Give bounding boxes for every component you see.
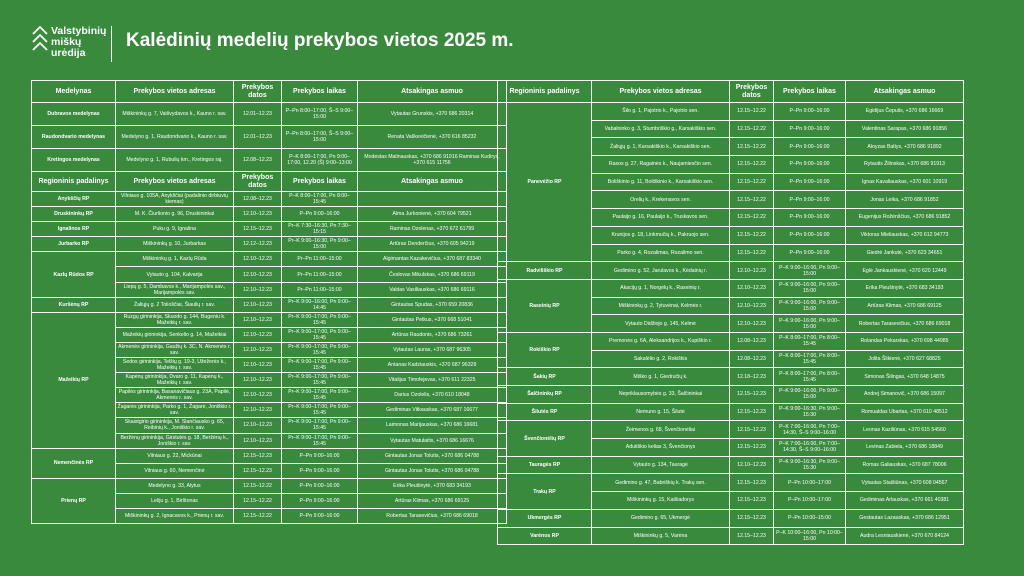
address-cell: Vytauto g. 104, Kalvarija [116, 267, 234, 282]
contact-cell: Gintautas Jonas Tolutis, +370 686 04788 [358, 463, 507, 478]
unit-name: Šalčininkų RP [498, 386, 592, 404]
address-cell: Nemuno g. 15, Šilutė [592, 403, 730, 421]
logo-text [51, 26, 106, 59]
contact-cell: Romas Galiauskas, +370 687 78006 [846, 456, 964, 474]
dates-cell: 12.10–12.23 [234, 252, 282, 267]
contact-cell [358, 192, 507, 207]
logo-line-3: urėdija [51, 47, 86, 59]
dates-cell: 12.15–12.22 [730, 138, 774, 156]
hours-cell: P–K 8:00–17:00, Pn 8:00–15:45 [282, 192, 358, 207]
table-row [32, 126, 507, 149]
column-header: Atsakingas asmuo [358, 172, 507, 192]
address-cell: Vilniaus g. 60, Nemenčinė [116, 463, 234, 478]
address-cell: Miškininkų g. 10, Jurbarkas [116, 237, 234, 252]
hours-cell: P–K 8:00–17:00, Pn 9:00–17:00, 12.20 (Š) 9:00–13:00 [282, 149, 358, 172]
address-cell: Vytauto g. 134, Tauragė [592, 456, 730, 474]
address-cell: Miškininkų g. 2, Tytuvėnai, Kelmės r. [592, 297, 730, 315]
column-header: Prekybos datos [730, 81, 774, 103]
unit-name: Rokiškio RP [498, 332, 592, 367]
hours-cell: P–Pn 9:00–16:00 [774, 103, 846, 121]
contact-cell: Alma Jurkonienė, +370 604 79521 [358, 207, 507, 222]
address-cell: Leliju g. 1, Birštonas [116, 493, 234, 508]
dates-cell: 12.15–12.23 [730, 492, 774, 510]
hours-cell: P–K 9:00–16:00, Pn 9:00–15:00 [774, 315, 846, 333]
hours-cell: Pr–K 9:00–17:00, Pn 9:00–15:45 [282, 388, 358, 403]
hours-cell: P–Pn 9:00–16:00 [282, 448, 358, 463]
address-cell: Sedos girininkija, Telšių g. 19-3, Užežerės k., Mažeikių r. sav. [116, 358, 234, 373]
contact-cell: Robertas Tarasevičius, +370 686 69018 [846, 315, 964, 333]
address-cell: Rasos g. 27, Ragainės k., Naujamiesčio sen. [592, 156, 730, 174]
table-row [498, 474, 964, 492]
table-row [498, 103, 964, 121]
unit-name: Radviliškio RP [498, 262, 592, 280]
hours-cell: Pr–Pn 11:00–15:00 [282, 282, 358, 297]
logo-line-1: Valstybinių [51, 25, 107, 37]
dates-cell: 12.10–12.23 [234, 418, 282, 433]
contact-cell: Erika Pleušinytė, +370 683 34193 [358, 478, 507, 493]
hours-cell: Pr–K 9:00–16:00, Pn 9:00–14:45 [282, 297, 358, 312]
column-header: Prekybos vietos adresas [116, 172, 234, 192]
contact-cell: Renata Vaškevičienė, +370 616 85232 [358, 126, 507, 149]
contact-cell: Artūras Klimas, +370 686 69125 [358, 493, 507, 508]
unit-name: Tauragės RP [498, 456, 592, 474]
dates-cell: 12.18–12.23 [730, 368, 774, 386]
table-row [498, 262, 964, 280]
table-row [498, 421, 964, 439]
hours-cell: P–Pn 9:00–16:00 [282, 207, 358, 222]
contact-cell: Vytautas Lauras, +370 687 96305 [358, 342, 507, 357]
hours-cell: Pr–K 7:30–16:30, Pn 7:30–15:15 [282, 222, 358, 237]
column-header: Atsakingas asmuo [358, 81, 507, 103]
contact-cell: Rolandas Pekarskas, +370 698 44985 [846, 332, 964, 350]
hours-cell: Pr–K 9:00–17:00, Pn 9:00–15:45 [282, 373, 358, 388]
unit-name: Ukmergės RP [498, 509, 592, 527]
contact-cell: Rytautis Žilinskas, +370 686 91913 [846, 156, 964, 174]
hours-cell: Pr–K 9:00–17:00, Pn 9:00–15:45 [282, 358, 358, 373]
address-cell: Gedimino g. 65, Ukmergė [592, 509, 730, 527]
hours-cell: P–K 9:00–16:00, Pn 9:00–15:00 [774, 297, 846, 315]
address-cell: Liepų g. 5, Dambavos k., Marijampolės sav., Marijampolės sav. [116, 282, 234, 297]
address-cell: Puku g. 9, Ignalina [116, 222, 234, 237]
address-cell: Miško g. 1, Giedručių k. [592, 368, 730, 386]
contact-cell: Gintautas Petkus, +370 668 51041 [358, 312, 507, 327]
dates-cell: 12.10–12.23 [234, 297, 282, 312]
column-header: Prekybos vietos adresas [116, 81, 234, 103]
contact-cell: Antanas Kadziauskis, +370 687 96329 [358, 358, 507, 373]
nursery-name: Kretingos medelynas [32, 149, 116, 172]
dates-cell: 12.15–12.23 [234, 448, 282, 463]
hours-cell: P–Pn 9:00–16:00 [282, 493, 358, 508]
contact-cell: Gediminas Arlauskas, +370 661 40381 [846, 492, 964, 510]
dates-cell: 12.15–12.22 [234, 493, 282, 508]
table-row [32, 103, 507, 126]
address-cell: Sakalėlio g. 2, Rokiškis [592, 350, 730, 368]
left-table [31, 80, 507, 524]
header-divider [111, 26, 112, 62]
dates-cell: 12.15–12.22 [730, 156, 774, 174]
unit-name: Šilutės RP [498, 403, 592, 421]
hours-cell: P–Pn 9:00–16:00 [282, 508, 358, 523]
dates-cell: 12.15–12.23 [730, 403, 774, 421]
unit-name: Raseinių RP [498, 279, 592, 332]
address-cell: Boliškinio g. 11, Boliškinio k., Karsakiškio sen. [592, 173, 730, 191]
contact-cell: Laimonas Marijauskas, +370 686 16681 [358, 418, 507, 433]
unit-name: Šakių RP [498, 368, 592, 386]
address-cell: Papilės girininkija, Basanavičiaus g. 23A, Papilė, Akmenės r. sav. [116, 388, 234, 403]
unit-name: Švenčionėlių RP [498, 421, 592, 456]
table-row [498, 368, 964, 386]
unit-name: Druskininkų RP [32, 207, 116, 222]
column-header: Prekybos vietos adresas [592, 81, 730, 103]
unit-name: Kuršėnų RP [32, 297, 116, 312]
table-row [498, 386, 964, 404]
contact-cell: Artūras Raudonis, +370 686 73261 [358, 327, 507, 342]
address-cell: Mažeikių girininkija, Senkelio g. 14, Mažeikiai [116, 327, 234, 342]
contact-cell: Audra Lesniauskienė, +370 670 84124 [846, 527, 964, 545]
address-cell: Žagarės girininkija, Parko g. 1, Žagarė, Joniškio r. sav. [116, 403, 234, 418]
address-cell: Orelių k., Krekenavos sen. [592, 191, 730, 209]
contact-cell: Algimantas Kazakevičius, +370 687 83340 [358, 252, 507, 267]
table-row [32, 237, 507, 252]
contact-cell: Viktoras Mieliauskas, +370 612 94773 [846, 226, 964, 244]
dates-cell: 12.12–12.23 [234, 237, 282, 252]
hours-cell: P–Pn 9:00–16:00 [774, 244, 846, 262]
contact-cell: Levinas Zabiela, +370 686 18849 [846, 439, 964, 457]
dates-cell: 12.10–12.23 [234, 312, 282, 327]
unit-name: Mažeikių RP [32, 312, 116, 448]
nursery-name: Raudondvario medelynas [32, 126, 116, 149]
address-cell: Medelyno g. 1, Raudondvario k., Kauno r. sav. [116, 126, 234, 149]
address-cell: Miškininkų g. 2, Ignacavos k., Prienų r. sav. [116, 508, 234, 523]
contact-cell: Gintautas Jonas Tolutis, +370 686 04788 [358, 448, 507, 463]
contact-cell: Leonas Kaziliūnas, +370 615 54560 [846, 421, 964, 439]
contact-cell: Artūras Klimas, +370 686 69125 [846, 297, 964, 315]
page-title: Kalėdinių medelių prekybos vietos 2025 m. [126, 30, 514, 51]
dates-cell: 12.15–12.22 [730, 226, 774, 244]
table-header-row [32, 81, 507, 103]
hours-cell: P–Pn 10:00–17:00 [774, 492, 846, 510]
dates-cell: 12.15–12.23 [730, 527, 774, 545]
contact-cell: Darius Ozolelis, +370 610 18048 [358, 388, 507, 403]
hours-cell: P–K 8:00–17:00, Pn 8:00–15:45 [774, 350, 846, 368]
address-cell: Skaistgirio girininkija, M. Slančiausko g. 65, Reibinių k., Joniškio r. sav. [116, 418, 234, 433]
dates-cell: 12.15–12.22 [730, 244, 774, 262]
address-cell: Paulaijo g. 16, Paulaijo k., Truskavos sen. [592, 209, 730, 227]
hours-cell: P–K 7:00–16:00, Pn 7:00–14:30, Š–S 9:00–16:00 [774, 439, 846, 457]
table-row [32, 222, 507, 237]
contact-cell: Vytautas Staišiūnas, +370 608 04567 [846, 474, 964, 492]
contact-cell: Raminas Ozelenas, +370 672 61799 [358, 222, 507, 237]
dates-cell: 12.15–12.22 [730, 173, 774, 191]
dates-cell: 12.10–12.23 [234, 388, 282, 403]
contact-cell: Vytautas Matulaitis, +370 686 16676 [358, 433, 507, 448]
dates-cell: 12.08–12.23 [234, 149, 282, 172]
contact-cell: Modestas Malinauskas, +370 686 91916 Raminas Kudirys, +370 615 11756 [358, 149, 507, 172]
contact-cell: Gediminas Vitkauskas, +370 687 16677 [358, 403, 507, 418]
hours-cell: Pr–K 9:00–17:00, Pn 9:00–15:45 [282, 342, 358, 357]
dates-cell: 12.15–12.22 [234, 478, 282, 493]
dates-cell: 12.10–12.23 [234, 267, 282, 282]
address-cell: Akmenės girininkija, Gaužių k. 3C, N. Akmenės r. sav. [116, 342, 234, 357]
table-row [498, 456, 964, 474]
dates-cell: 12.10–12.23 [234, 327, 282, 342]
right-table [497, 80, 964, 545]
address-cell: Vilniaus g. 22, Mickūnai [116, 448, 234, 463]
dates-cell: 12.10–12.23 [234, 282, 282, 297]
contact-cell: Gestautas Lazauskas, +370 686 12951 [846, 509, 964, 527]
hours-cell: P–Pn 9:00–16:00 [774, 120, 846, 138]
address-cell: Adutiškio kelias 3, Švenčionys [592, 439, 730, 457]
contact-cell: Gintautas Spudas, +370 659 20836 [358, 297, 507, 312]
dates-cell: 12.15–12.23 [730, 439, 774, 457]
address-cell: Medelyno g. 1, Rubulių km., Kretingos raj. [116, 149, 234, 172]
contact-cell: Robertas Tarasevičius, +370 686 69018 [358, 508, 507, 523]
table-row [498, 403, 964, 421]
dates-cell: 12.15–12.22 [730, 120, 774, 138]
dates-cell: 12.10–12.23 [730, 297, 774, 315]
address-cell: Nepriklausomybės g. 33, Šalčininkai [592, 386, 730, 404]
address-cell: Kapėnų girininkija, Dvaro g. 11, Kapėnų k., Mažeikių r. sav. [116, 373, 234, 388]
hours-cell: P–Pn 9:00–16:00 [282, 463, 358, 478]
dates-cell: 12.10–12.23 [730, 315, 774, 333]
address-cell: M. K. Čiurlionio g. 96, Druskininkai [116, 207, 234, 222]
address-cell: Žaliųjų g. 1, Karsakiškio k., Karsakiškio sen. [592, 138, 730, 156]
hours-cell: P–K 9:00–16:00, Pn 9:00–15:00 [774, 279, 846, 297]
contact-cell: Vytautas Grunskis, +370 686 20314 [358, 103, 507, 126]
table-row [32, 297, 507, 312]
unit-name: Anykščių RP [32, 192, 116, 207]
contact-cell: Egidijus Čepulis, +370 686 16669 [846, 103, 964, 121]
address-cell: Parko g. 4, Rozalimas, Rozalimo sen. [592, 244, 730, 262]
hours-cell: Pr–K 9:00–17:00, Pn 9:00–15:45 [282, 403, 358, 418]
dates-cell: 12.01–12.23 [234, 103, 282, 126]
address-cell: Akacijų g. 1, Norgėlų k., Raseinių r. [592, 279, 730, 297]
address-cell: Vilniaus g. 105A, Anykščiai (padalinio dirbtuvių kiemas) [116, 192, 234, 207]
address-cell: Gedimino g. 47, Babriškių k. Trakų sen. [592, 474, 730, 492]
address-cell: Miškininkų g. 5, Varėna [592, 527, 730, 545]
contact-cell: Česlovas Mikulskas, +370 686 69119 [358, 267, 507, 282]
address-cell: Žaliųjų g. 2 Tolioščiai, Šiaulių r. sav. [116, 297, 234, 312]
hours-cell: P–Pn 8:00–17:00, Š–S 9:00–15:00 [282, 126, 358, 149]
unit-name: Varėnos RP [498, 527, 592, 545]
table-row [32, 478, 507, 493]
dates-cell: 12.10–12.23 [234, 373, 282, 388]
dates-cell: 12.08–12.23 [730, 350, 774, 368]
table-row [32, 192, 507, 207]
contact-cell: Simonas Šilingas, +370 648 14875 [846, 368, 964, 386]
dates-cell: 12.15–12.23 [730, 421, 774, 439]
dates-cell: 12.15–12.23 [730, 386, 774, 404]
table-row [32, 252, 507, 267]
dates-cell: 12.15–12.23 [730, 474, 774, 492]
dates-cell: 12.01–12.23 [234, 126, 282, 149]
address-cell: Vabalninko g. 3, Stumbriškio g., Karsakiškio sen. [592, 120, 730, 138]
column-header: Prekybos datos [234, 172, 282, 192]
table-header-row [32, 172, 507, 192]
table-row [32, 448, 507, 463]
contact-cell: Valentinas Sarapas, +370 686 91856 [846, 120, 964, 138]
table-row [498, 509, 964, 527]
address-cell: Šilo g. 1, Pajotrio k., Pajotrio sen. [592, 103, 730, 121]
dates-cell: 12.10–12.23 [730, 262, 774, 280]
hours-cell: P–K 9:00–16:30, Pn 9:00–15:30 [774, 403, 846, 421]
column-header: Prekybos laikas [282, 81, 358, 103]
address-cell: Beržėnų girininkija, Girstutės g. 18, Beržėnų k., Joniškio r. sav. [116, 433, 234, 448]
dates-cell: 12.15–12.23 [234, 222, 282, 237]
hours-cell: P–K 8:00–17:00, Pn 8:00–15:45 [774, 368, 846, 386]
dates-cell: 12.10–12.23 [730, 279, 774, 297]
unit-name: Trakų RP [498, 474, 592, 509]
address-cell: Miškininkų g. 1, Kazlų Rūda [116, 252, 234, 267]
hours-cell: P–K 10:00–16:00, Pn 10:00–15:00 [774, 527, 846, 545]
hours-cell: P–K 7:00–16:00, Pn 7:00–14:30, Š–S 9:00–16:00 [774, 421, 846, 439]
table-row [498, 332, 964, 350]
nursery-name: Dubravos medelynas [32, 103, 116, 126]
hours-cell: P–Pn 9:00–16:00 [774, 209, 846, 227]
hours-cell: Pr–Pn 11:00–15:00 [282, 267, 358, 282]
hours-cell: P–K 9:00–16:30, Pn 9:00–15:30 [774, 456, 846, 474]
dates-cell: 12.15–12.22 [730, 209, 774, 227]
dates-cell: 12.10–12.23 [234, 207, 282, 222]
contact-cell: Romualdas Ubartas, +370 610 48512 [846, 403, 964, 421]
column-header: Medelynas [32, 81, 116, 103]
hours-cell: P–Pn 9:00–16:00 [774, 191, 846, 209]
table-row [32, 149, 507, 172]
hours-cell: Pr–K 9:00–17:00, Pn 9:00–15:45 [282, 312, 358, 327]
dates-cell: 12.15–12.23 [730, 509, 774, 527]
hours-cell: P–K 9:00–16:00, Pn 9:00–15:00 [774, 386, 846, 404]
dates-cell: 12.08–12.23 [234, 192, 282, 207]
contact-cell: Valdas Vasiliauskas, +370 686 69116 [358, 282, 507, 297]
unit-name: Prienų RP [32, 478, 116, 523]
column-header: Regioninis padalinys [498, 81, 592, 103]
dates-cell: 12.08–12.23 [730, 332, 774, 350]
hours-cell: P–Pn 9:00–16:00 [774, 156, 846, 174]
address-cell: Medelyno g. 33, Alytus [116, 478, 234, 493]
hours-cell: Pr–K 9:00–17:00, Pn 9:00–15:45 [282, 418, 358, 433]
contact-cell: Vitalijus Timofejevas, +370 611 22325 [358, 373, 507, 388]
unit-name: Ignalinos RP [32, 222, 116, 237]
hours-cell: P–Pn 10:00–17:00 [774, 474, 846, 492]
contact-cell: Ignas Kavaliauskas, +370 601 10919 [846, 173, 964, 191]
hours-cell: P–Pn 8:00–17:00, Š–S 9:00–15:00 [282, 103, 358, 126]
contact-cell: Aloyzas Baltys, +370 686 91892 [846, 138, 964, 156]
hours-cell: P–Pn 9:00–16:00 [774, 173, 846, 191]
column-header: Atsakingas asmuo [846, 81, 964, 103]
table-header-row [498, 81, 964, 103]
logo-line-2: miškų [51, 36, 82, 48]
dates-cell: 12.15–12.22 [730, 191, 774, 209]
hours-cell: P–Pn 9:00–16:00 [774, 138, 846, 156]
hours-cell: P–K 8:00–17:00, Pn 8:00–15:45 [774, 332, 846, 350]
contact-cell: Jolita Šlikienė, +370 627 68825 [846, 350, 964, 368]
contact-cell: Eugenijus Rožėnščius, +370 686 91852 [846, 209, 964, 227]
address-cell: Vytauto Didžiojo g. 145, Kelmė [592, 315, 730, 333]
dates-cell: 12.10–12.23 [730, 456, 774, 474]
table-row [498, 279, 964, 297]
contact-cell: Andrej Simanovič, +370 686 15097 [846, 386, 964, 404]
address-cell: Ruzgų girininkija, Skuodo g. 144, Bugeniu k. Mažeikių r. sav. [116, 312, 234, 327]
column-header: Prekybos laikas [282, 172, 358, 192]
table-row [498, 527, 964, 545]
contact-cell: Erika Pleušinytė, +370 683 34193 [846, 279, 964, 297]
column-header: Prekybos datos [234, 81, 282, 103]
contact-cell: Artūras Denderčius, +370 605 94219 [358, 237, 507, 252]
dates-cell: 12.15–12.23 [234, 463, 282, 478]
tree-logo-icon [32, 25, 48, 65]
table-row [32, 207, 507, 222]
contact-cell: Giedrė Jankutė, +370 623 34651 [846, 244, 964, 262]
address-cell: Krunijos g. 18, Linkmučių k., Pakruojo sen. [592, 226, 730, 244]
contact-cell: Eglė Jankauskienė, +370 620 12449 [846, 262, 964, 280]
hours-cell: P–Pn 9:00–16:00 [774, 226, 846, 244]
dates-cell: 12.10–12.23 [234, 358, 282, 373]
header [0, 0, 1024, 78]
hours-cell: P–K 9:00–16:00, Pn 9:00–15:00 [774, 262, 846, 280]
address-cell: Miškininkų g. 7, Vaišvydavos k., Kauno r. sav. [116, 103, 234, 126]
address-cell: Miškininkų g. 15, Kaišiadorys [592, 492, 730, 510]
column-header: Regioninis padalinys [32, 172, 116, 192]
unit-name: Jurbarko RP [32, 237, 116, 252]
address-cell: Gedimino g. 52, Jarulavos k., Kėdainių r. [592, 262, 730, 280]
dates-cell: 12.10–12.23 [234, 433, 282, 448]
unit-name: Nemenčinės RP [32, 448, 116, 478]
contact-cell: Jonas Leika, +370 686 91852 [846, 191, 964, 209]
column-header: Prekybos laikas [774, 81, 846, 103]
hours-cell: Pr–K 9:00–17:00, Pn 9:00–15:45 [282, 433, 358, 448]
unit-name: Panevėžio RP [498, 103, 592, 262]
dates-cell: 12.10–12.23 [234, 403, 282, 418]
address-cell: Žeimenos g. 68, Švenčionėliai [592, 421, 730, 439]
unit-name: Kazlų Rūdos RP [32, 252, 116, 297]
table-row [32, 312, 507, 327]
hours-cell: P–Pn 10:00–15:00 [774, 509, 846, 527]
address-cell: Premonės g. 6A, Aleksandrijos k., Kupiškio r. [592, 332, 730, 350]
hours-cell: P–Pn 9:00–16:00 [282, 478, 358, 493]
dates-cell: 12.10–12.23 [234, 342, 282, 357]
dates-cell: 12.15–12.22 [234, 508, 282, 523]
dates-cell: 12.15–12.22 [730, 103, 774, 121]
hours-cell: Pr–K 9:00–16:30, Pn 9:00–15:00 [282, 237, 358, 252]
hours-cell: Pr–K 9:00–17:00, Pn 9:00–15:45 [282, 327, 358, 342]
hours-cell: Pr–Pn 11:00–15:00 [282, 252, 358, 267]
